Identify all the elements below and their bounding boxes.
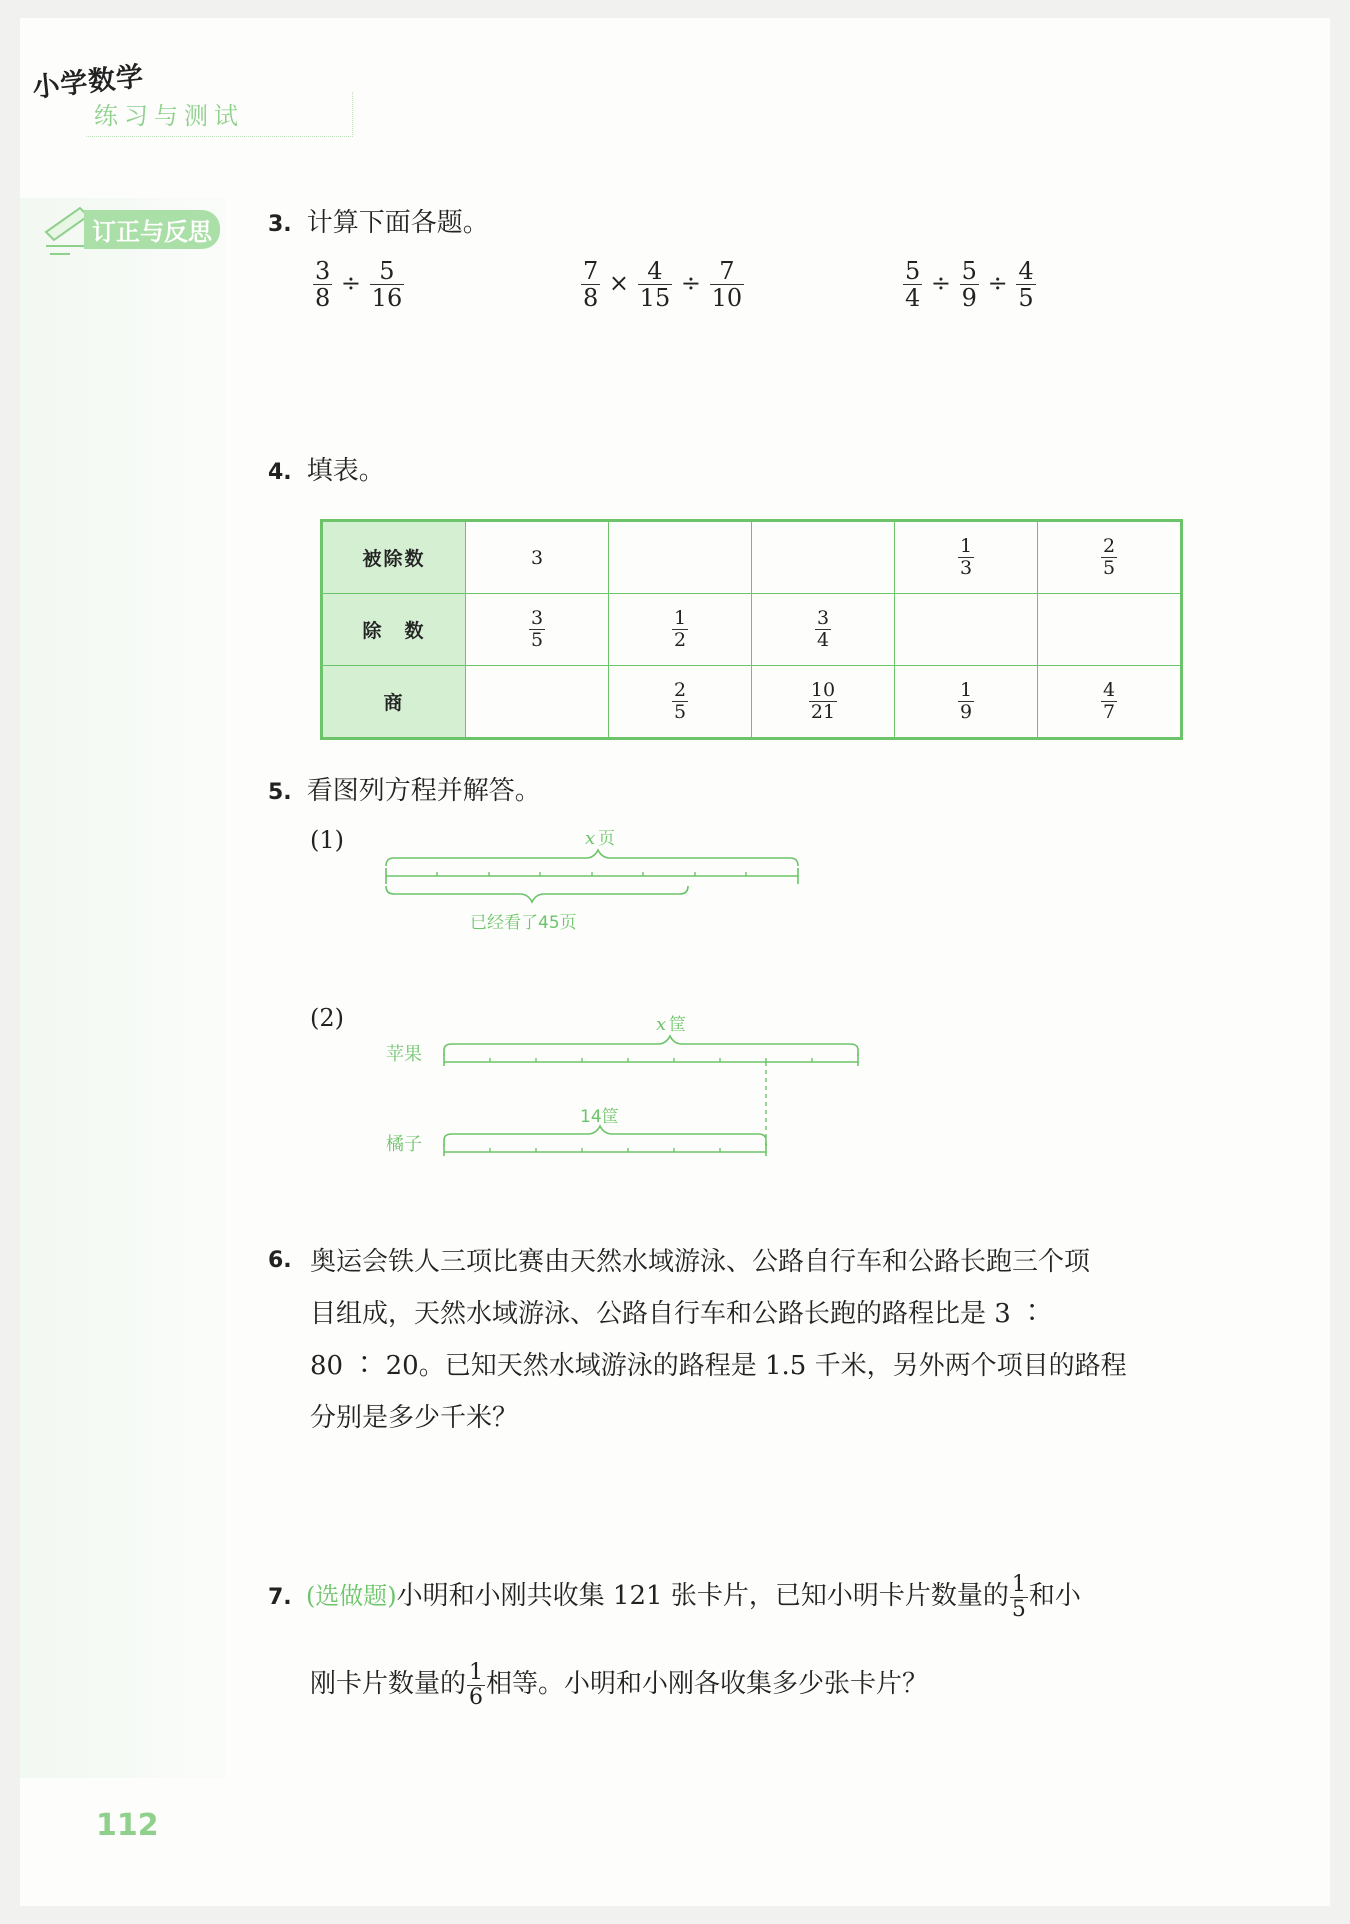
frac-num: 5 bbox=[370, 258, 405, 285]
table-cell bbox=[609, 666, 752, 739]
frac-den: 9 bbox=[959, 701, 973, 723]
frac-den: 8 bbox=[315, 284, 331, 312]
page bbox=[20, 18, 1330, 1906]
frac-den: 4 bbox=[816, 629, 830, 651]
table-cell bbox=[895, 521, 1038, 594]
q5-title: 看图列方程并解答。 bbox=[306, 776, 541, 806]
frac-num: 10 bbox=[810, 679, 836, 701]
q3-title: 计算下面各题。 bbox=[306, 208, 489, 238]
q5-part1-diagram bbox=[380, 828, 800, 958]
frac-den: 15 bbox=[639, 284, 671, 312]
frac-den: 3 bbox=[959, 557, 973, 579]
frac-num: 1 bbox=[673, 607, 687, 629]
frac-den: 5 bbox=[1102, 557, 1116, 579]
row-header: 商 bbox=[322, 666, 466, 739]
frac-num: 1 bbox=[469, 1659, 484, 1685]
q7-block bbox=[268, 1566, 1268, 1714]
q7-text-2a: 刚卡片数量的 bbox=[310, 1669, 467, 1699]
q6-line: 分别是多少千米？ bbox=[310, 1403, 519, 1433]
frac-num: 2 bbox=[1102, 535, 1116, 557]
operator: ÷ bbox=[340, 269, 362, 297]
fraction bbox=[529, 608, 545, 651]
operator: ÷ bbox=[987, 269, 1008, 297]
row-header: 被除数 bbox=[322, 521, 466, 594]
frac-num: 2 bbox=[673, 679, 687, 701]
frac-den: 5 bbox=[1018, 284, 1034, 312]
operator: × bbox=[608, 269, 630, 297]
book-title: 小学数学 bbox=[31, 61, 146, 104]
q5-part2-label: (2) bbox=[310, 1004, 344, 1032]
q5-part1-bottom-label: 已经看了45页 bbox=[470, 913, 577, 933]
page-number: 112 bbox=[96, 1808, 159, 1843]
q5-number: 5. bbox=[268, 780, 292, 805]
frac-num: 7 bbox=[583, 257, 599, 285]
q3-heading bbox=[268, 202, 489, 239]
fraction bbox=[1101, 680, 1117, 723]
q7-text-1a: 小明和小刚共收集 121 张卡片，已知小明卡片数量的 bbox=[396, 1581, 1009, 1611]
q5-part2-top-unit: 筐 bbox=[669, 1015, 686, 1035]
q7-line-2 bbox=[310, 1654, 1268, 1714]
q7-number: 7. bbox=[268, 1585, 292, 1610]
q4-number: 4. bbox=[268, 460, 292, 485]
table-cell bbox=[609, 521, 752, 594]
table-cell bbox=[752, 594, 895, 666]
table-cell bbox=[895, 594, 1038, 666]
frac-den: 2 bbox=[673, 629, 687, 651]
frac-num: 3 bbox=[816, 607, 830, 629]
fill-table bbox=[320, 519, 1183, 740]
table-cell bbox=[466, 666, 609, 739]
frac-num: 4 bbox=[1102, 679, 1116, 701]
q3-expr-2 bbox=[580, 258, 745, 311]
q5-part1-label: (1) bbox=[310, 826, 344, 854]
table-cell bbox=[1038, 594, 1182, 666]
frac-den: 8 bbox=[583, 284, 599, 312]
q5-part2-top-var: x bbox=[656, 1014, 667, 1035]
table-row-quotient bbox=[322, 666, 1182, 739]
fraction bbox=[1101, 536, 1117, 579]
q7-text-1b: 和小 bbox=[1028, 1581, 1081, 1611]
frac-num: 5 bbox=[905, 257, 921, 285]
fraction bbox=[809, 680, 837, 723]
table-cell bbox=[752, 521, 895, 594]
q3-number: 3. bbox=[268, 212, 292, 237]
frac-den: 6 bbox=[469, 1684, 484, 1710]
q5-part2-row1-label: 苹果 bbox=[386, 1044, 422, 1065]
table-cell bbox=[609, 594, 752, 666]
frac-den: 5 bbox=[530, 629, 544, 651]
margin-tab-label: 订正与反思 bbox=[84, 210, 220, 249]
table-cell: 3 bbox=[466, 521, 609, 594]
q3-expr-1 bbox=[312, 258, 405, 311]
table-row-dividend bbox=[322, 521, 1182, 594]
q5-heading bbox=[268, 770, 541, 807]
frac-num: 1 bbox=[1011, 1571, 1026, 1597]
frac-den: 9 bbox=[961, 284, 977, 312]
q4-title: 填表。 bbox=[306, 456, 385, 486]
frac-den: 5 bbox=[1011, 1596, 1026, 1622]
q7-tag: (选做题) bbox=[305, 1582, 397, 1610]
q6-line: 奥运会铁人三项比赛由天然水域游泳、公路自行车和公路长跑三个项 bbox=[310, 1247, 1091, 1277]
q6-line: 目组成，天然水域游泳、公路自行车和公路长跑的路程比是 3 ∶ bbox=[310, 1299, 1046, 1329]
row-header: 除 数 bbox=[322, 594, 466, 666]
header-dotted-box bbox=[86, 92, 353, 137]
q4-heading bbox=[268, 450, 385, 487]
margin-column bbox=[20, 198, 225, 1778]
margin-tab bbox=[40, 208, 228, 246]
table-cell bbox=[752, 666, 895, 739]
frac-num: 7 bbox=[710, 258, 745, 285]
frac-num: 4 bbox=[638, 258, 673, 285]
q6-number: 6. bbox=[268, 1248, 292, 1273]
operator: ÷ bbox=[680, 269, 701, 297]
q5-part1-top-unit: 页 bbox=[598, 829, 615, 849]
table-cell bbox=[895, 666, 1038, 739]
fraction bbox=[815, 608, 831, 651]
frac-den: 5 bbox=[673, 701, 687, 723]
frac-den: 21 bbox=[810, 701, 836, 723]
q3-expr-3 bbox=[902, 258, 1037, 311]
frac-den: 10 bbox=[711, 284, 743, 312]
q6-line: 80 ∶ 20。已知天然水域游泳的路程是 1.5 千米，另外两个项目的路程 bbox=[310, 1351, 1127, 1381]
table-cell bbox=[466, 594, 609, 666]
q7-line-1 bbox=[268, 1566, 1268, 1626]
frac-den: 7 bbox=[1102, 701, 1116, 723]
q5-part1-top-var: x bbox=[585, 828, 596, 849]
frac-den: 4 bbox=[905, 284, 921, 312]
q5-part2-diagram bbox=[440, 1008, 890, 1168]
table-cell bbox=[1038, 521, 1182, 594]
q6-text bbox=[310, 1236, 1268, 1444]
book-subtitle: 练习与测试 bbox=[94, 102, 244, 130]
frac-den: 16 bbox=[371, 284, 403, 312]
frac-num: 5 bbox=[961, 257, 977, 285]
frac-num: 4 bbox=[1018, 257, 1034, 285]
q7-text-2b: 相等。小明和小刚各收集多少张卡片？ bbox=[486, 1669, 929, 1699]
frac-num: 3 bbox=[530, 607, 544, 629]
fraction bbox=[672, 608, 688, 651]
frac-num: 3 bbox=[315, 257, 331, 285]
fraction bbox=[672, 680, 688, 723]
fraction bbox=[958, 680, 974, 723]
q6-block bbox=[268, 1236, 1268, 1444]
q5-part2-row2-label: 橘子 bbox=[386, 1134, 422, 1155]
frac-num: 1 bbox=[959, 679, 973, 701]
operator: ÷ bbox=[930, 269, 952, 297]
fraction bbox=[958, 536, 974, 579]
q5-part2-mid-label: 14筐 bbox=[580, 1107, 619, 1127]
frac-num: 1 bbox=[959, 535, 973, 557]
table-row-divisor bbox=[322, 594, 1182, 666]
table-cell bbox=[1038, 666, 1182, 739]
